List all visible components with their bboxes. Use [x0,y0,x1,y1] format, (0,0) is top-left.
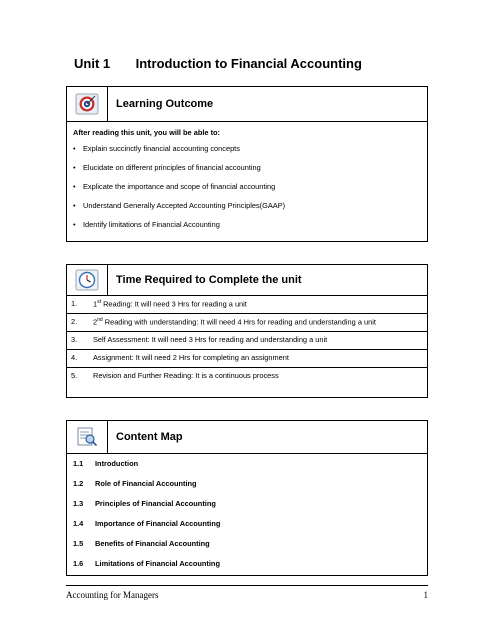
learning-outcome-list [73,145,421,230]
learning-outcome-item [73,164,421,173]
time-required-list [67,296,427,385]
time-required-text: Assignment: It will need 2 Hrs for completing an assignment [93,353,289,363]
unit-number: Unit 1 [74,56,111,71]
content-map-item [73,459,421,468]
learning-outcome-item [73,202,421,211]
learning-outcome-header [67,87,427,122]
content-map-heading: Content Map [116,431,183,443]
content-map-item [73,559,421,568]
learning-outcome-item [73,183,421,192]
time-required-item [67,332,427,350]
time-required-text: Revision and Further Reading: It is a continuous process [93,370,279,380]
target-icon [67,87,108,121]
section-title: Principles of Financial Accounting [95,499,216,508]
learning-outcome-intro: After reading this unit, you will be able to: [73,128,221,137]
learning-outcome-item [73,145,421,154]
learning-outcome-item [73,221,421,230]
section-title: Benefits of Financial Accounting [95,539,210,548]
time-required-header [67,265,427,296]
time-required-box [66,264,428,398]
item-number: 2. [71,317,78,327]
time-required-item [67,350,427,368]
content-map-item [73,479,421,488]
time-required-text: Self Assessment: It will need 3 Hrs for reading and understanding a unit [93,335,328,345]
time-required-item [67,368,427,385]
section-number: 1.4 [73,519,84,528]
section-number: 1.1 [73,459,84,468]
bullet-icon: • [73,182,76,192]
bullet-icon: • [73,163,76,173]
item-number: 3. [71,335,78,345]
clock-icon [67,265,108,295]
content-map-header [67,421,427,454]
footer-title: Accounting for Managers [66,590,159,600]
learning-outcome-text: Explain succinctly financial accounting concepts [83,144,240,153]
section-title: Role of Financial Accounting [95,479,197,488]
learning-outcome-text: Explicate the importance and scope of financial accounting [83,182,276,192]
document-search-icon [67,421,108,453]
bullet-icon: • [73,201,76,211]
item-number: 1. [71,299,78,308]
unit-title: Introduction to Financial Accounting [135,56,362,71]
learning-outcome-text: Elucidate on different principles of financial accounting [83,163,261,173]
time-required-item [67,314,427,332]
page-footer [66,585,428,600]
page-number: 1 [423,590,428,600]
learning-outcome-text: Understand Generally Accepted Accounting Principles(GAAP) [83,201,286,211]
section-number: 1.3 [73,499,84,508]
learning-outcome-heading: Learning Outcome [116,98,214,110]
bullet-icon: • [73,144,76,153]
section-title: Limitations of Financial Accounting [95,559,220,568]
unit-heading [74,56,362,71]
content-map-list [67,454,427,584]
content-map-item [73,539,421,548]
learning-outcome-text: Identify limitations of Financial Accounting [83,220,220,230]
section-title: Importance of Financial Accounting [95,519,221,528]
section-number: 1.5 [73,539,84,548]
learning-outcome-box [66,86,428,242]
section-number: 1.2 [73,479,84,488]
section-title: Introduction [95,459,139,468]
item-number: 5. [71,370,78,380]
bullet-icon: • [73,220,76,230]
time-required-item [67,296,427,314]
time-required-text: 1st Reading: It will need 3 Hrs for reading a unit [93,299,247,309]
section-number: 1.6 [73,559,84,568]
learning-outcome-body [67,122,427,244]
time-required-heading: Time Required to Complete the unit [116,274,302,286]
content-map-box [66,420,428,576]
time-required-text: 2nd Reading with understanding: It will need 4 Hrs for reading and understanding a unit [93,317,376,327]
content-map-item [73,499,421,508]
item-number: 4. [71,353,78,363]
content-map-item [73,519,421,528]
